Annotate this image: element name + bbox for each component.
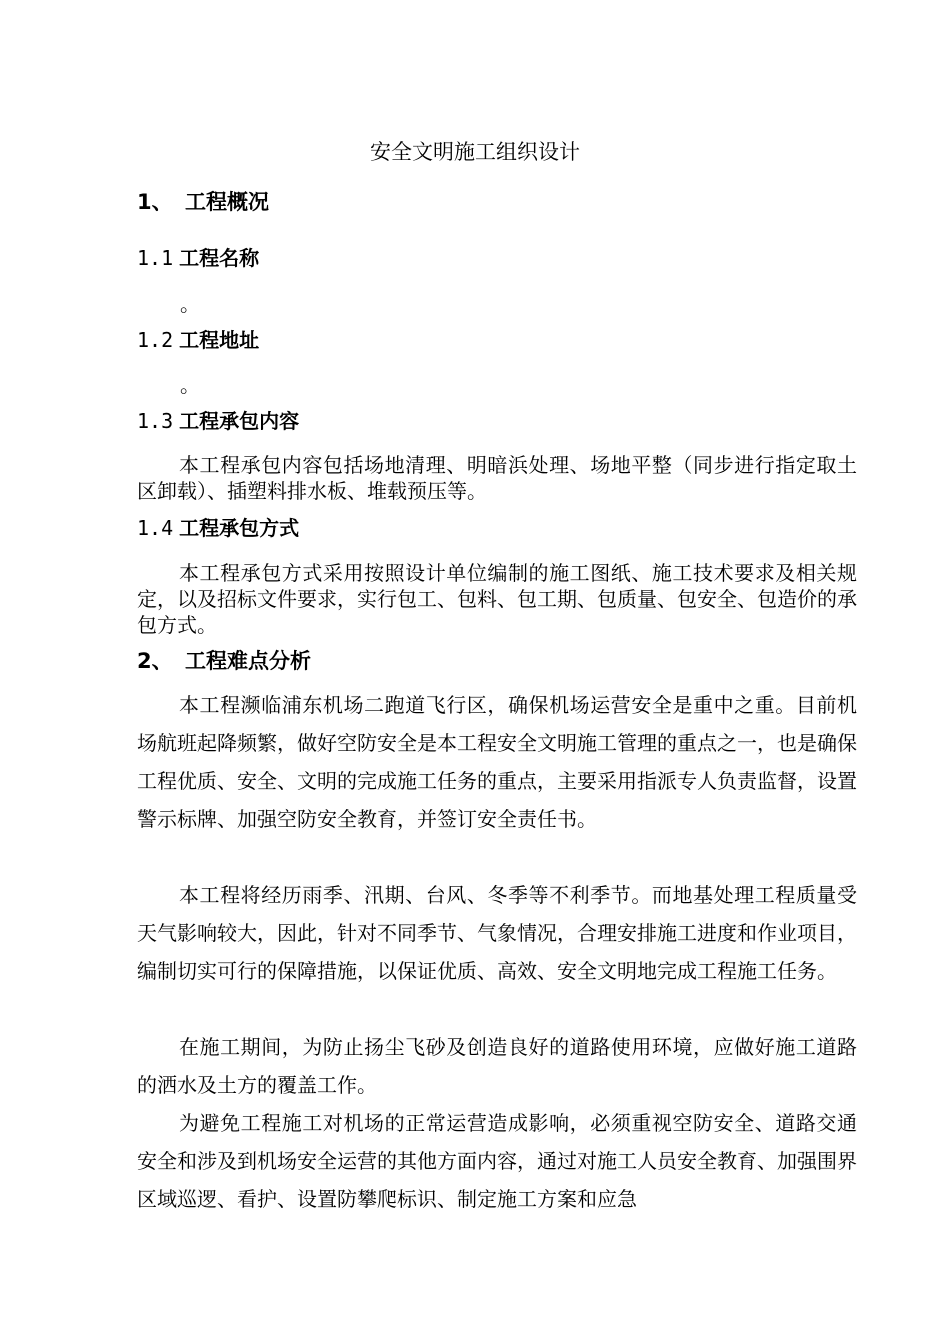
paragraph-airport-safety: 本工程濒临浦东机场二跑道飞行区，确保机场运营安全是重中之重。目前机场航班起降频繁，做好空防安全是本工程安全文明施工管理的重点之一，也是确保工程优质、安全、文明的完成施工任务的重点，主要采用指派专人负责监督，设置警示标牌、加强空防安全教育，并签订安全责任书。	[137, 693, 857, 831]
subsection-number: 1.1	[137, 246, 174, 270]
subsection-text-contract-method: 本工程承包方式采用按照设计单位编制的施工图纸、施工技术要求及相关规定，以及招标文件要求，实行包工、包料、包工期、包质量、包安全、包造价的承包方式。	[137, 561, 857, 637]
subsection-title: 工程承包方式	[179, 516, 300, 540]
section-title: 工程概况	[185, 190, 269, 214]
subsection-title: 工程地址	[179, 328, 260, 352]
subsection-text-project-name: 。	[180, 292, 200, 316]
subsection-text-contract-scope: 本工程承包内容包括场地清理、明暗浜处理、场地平整（同步进行指定取土区卸载）、插塑料排水板、堆载预压等。	[137, 453, 857, 503]
paragraph-weather: 本工程将经历雨季、汛期、台风、冬季等不利季节。而地基处理工程质量受天气影响较大，因此，针对不同季节、气象情况，合理安排施工进度和作业项目，编制切实可行的保障措施，以保证优质、高效、安全文明地完成工程施工任务。	[137, 883, 857, 983]
section-heading-difficulty-analysis	[137, 647, 311, 675]
subsection-title: 工程名称	[179, 246, 260, 270]
paragraph-operation-safety: 为避免工程施工对机场的正常运营造成影响，必须重视空防安全、道路交通安全和涉及到机场安全运营的其他方面内容，通过对施工人员安全教育、加强围界区域巡逻、看护、设置防攀爬标识、制定施工方案和应急	[137, 1111, 857, 1211]
subsection-number: 1.2	[137, 328, 174, 352]
section-number: 1、	[137, 190, 173, 214]
section-heading-overview	[137, 188, 269, 216]
paragraph-dust-control: 在施工期间，为防止扬尘飞砂及创造良好的道路使用环境，应做好施工道路的洒水及土方的覆盖工作。	[137, 1035, 857, 1097]
subsection-heading-project-address	[137, 326, 259, 354]
document-title: 安全文明施工组织设计	[370, 140, 580, 164]
subsection-heading-contract-method	[137, 514, 299, 542]
section-number: 2、	[137, 649, 173, 673]
subsection-number: 1.4	[137, 516, 174, 540]
subsection-title: 工程承包内容	[179, 409, 300, 433]
subsection-text-project-address: 。	[180, 373, 200, 397]
subsection-heading-contract-scope	[137, 407, 299, 435]
section-title: 工程难点分析	[185, 649, 311, 673]
subsection-heading-project-name	[137, 244, 259, 272]
subsection-number: 1.3	[137, 409, 174, 433]
